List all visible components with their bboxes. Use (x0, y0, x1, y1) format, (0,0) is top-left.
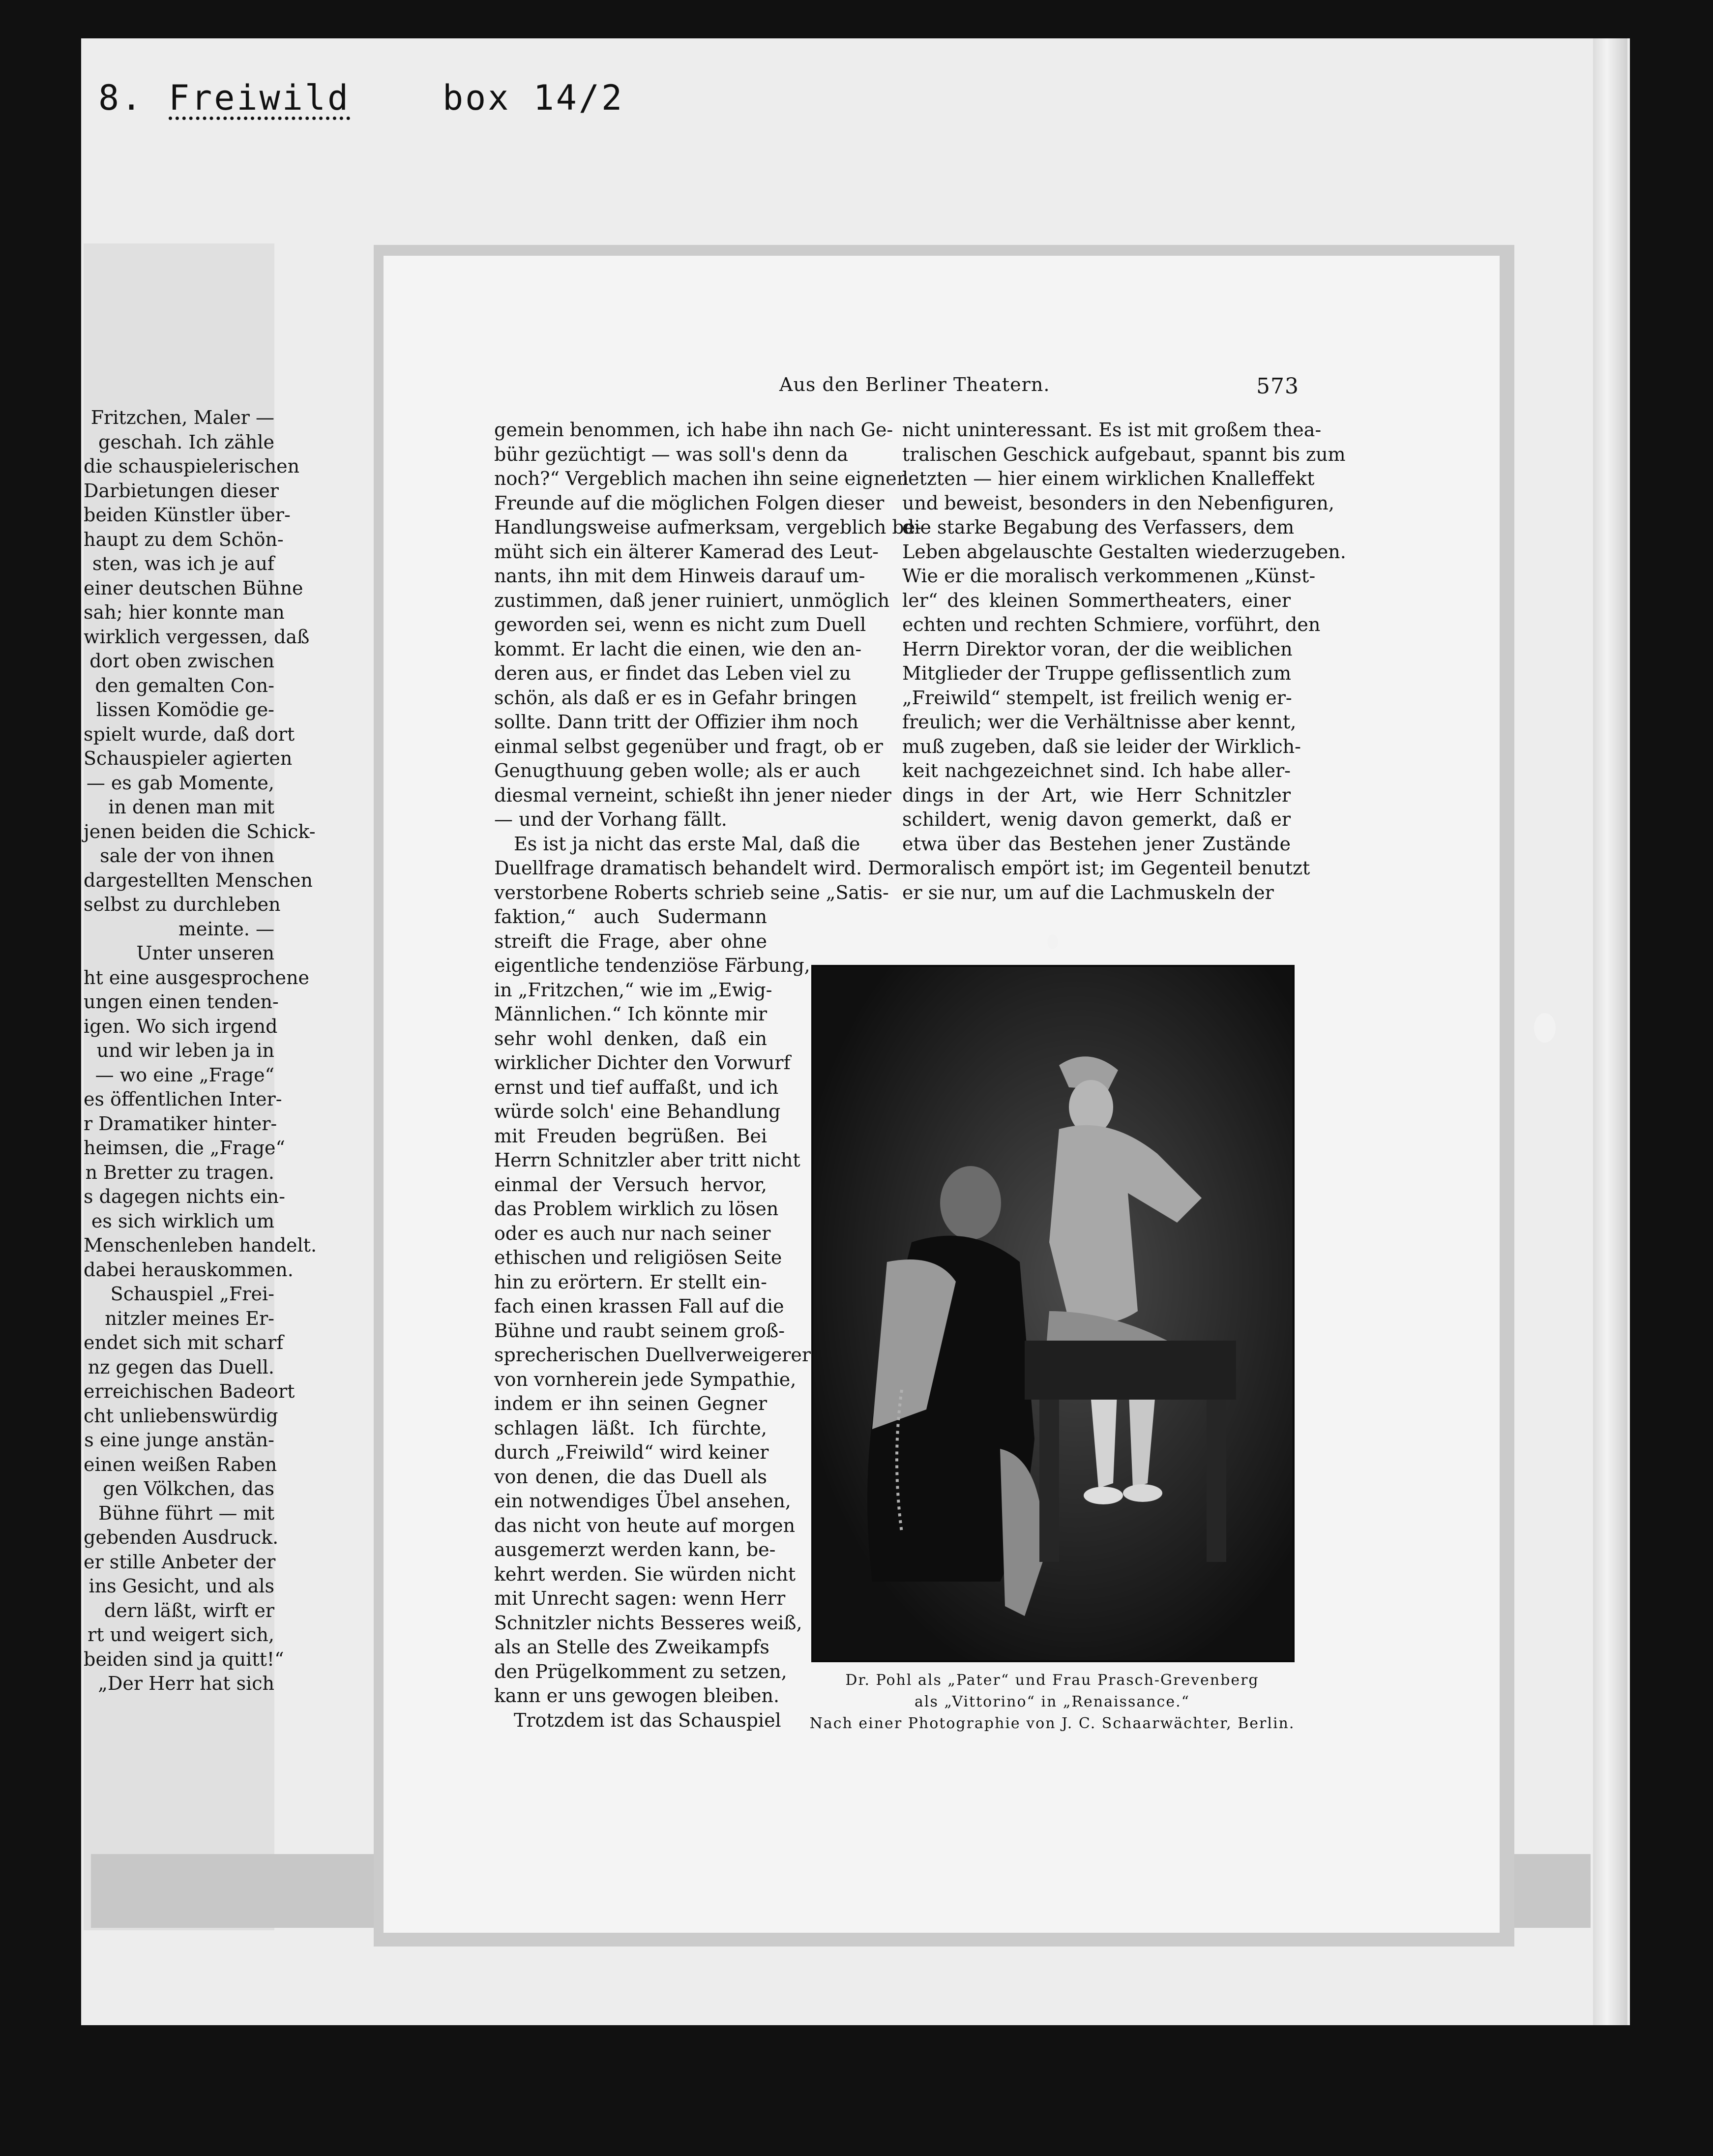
article-line: Trotzdem ist das Schauspiel (514, 1709, 781, 1731)
article-line: das Problem wirklich zu lösen (494, 1198, 779, 1220)
left-clipping-line: rt und weigert sich, (88, 1624, 274, 1646)
article-line: dings in der Art, wie Herr Schnitzler (902, 784, 1291, 806)
left-clipping-line: „Der Herr hat sich (98, 1673, 274, 1694)
article-line: würde solch' eine Behandlung (494, 1101, 781, 1122)
left-clipping-line: es öffentlichen Inter- (84, 1088, 282, 1110)
article-line: in „Fritzchen,“ wie im „Ewig- (494, 979, 772, 1001)
left-clipping-line: ins Gesicht, und als (89, 1575, 274, 1597)
left-clipping-line: und wir leben ja in (96, 1040, 274, 1061)
article-line: sehr wohl denken, daß ein (494, 1027, 767, 1049)
article-line: ernst und tief auffaßt, und ich (494, 1076, 779, 1098)
article-line: den Prügelkomment zu setzen, (494, 1660, 787, 1682)
left-clipping-line: er stille Anbeter der (84, 1551, 276, 1573)
article-line: letzten — hier einem wirklichen Knalleffekt (902, 468, 1315, 489)
article-line: schlagen läßt. Ich fürchte, (494, 1417, 767, 1439)
article-line: Wie er die moralisch verkommenen „Künst- (902, 565, 1316, 587)
article-line: gemein benommen, ich habe ihn nach Ge- (494, 419, 893, 441)
article-line: ein notwendiges Übel ansehen, (494, 1490, 791, 1512)
article-line: und beweist, besonders in den Nebenfiguren, (902, 492, 1334, 514)
article-line: Duellfrage dramatisch behandelt wird. Der (494, 857, 903, 879)
article-line: er sie nur, um auf die Lachmuskeln der (902, 881, 1274, 903)
box-label: box 14/2 (443, 78, 624, 118)
left-clipping-line: meinte. — (178, 918, 274, 940)
left-clipping-line: gebenden Ausdruck. (84, 1527, 279, 1548)
article-line: zustimmen, daß jener ruiniert, unmöglich (494, 589, 890, 611)
left-clipping-line: spielt wurde, daß dort (84, 723, 295, 745)
article-line: eigentliche tendenziöse Färbung, (494, 955, 810, 976)
article-line: von vornherein jede Sympathie, (494, 1368, 797, 1390)
article-line: mit Freuden begrüßen. Bei (494, 1125, 767, 1147)
left-clipping-line: — wo eine „Frage“ (95, 1064, 274, 1086)
left-clipping-line: Unter unseren (136, 942, 274, 964)
article-line: mit Unrecht sagen: wenn Herr (494, 1587, 786, 1609)
article-line: keit nachgezeichnet sind. Ich habe aller- (902, 760, 1291, 781)
left-clipping-line: gen Völkchen, das (103, 1478, 274, 1499)
left-clipping-line: sah; hier konnte man (84, 601, 285, 623)
left-clipping-line: Menschenleben handelt. (84, 1234, 317, 1256)
left-clipping-line: heimsen, die „Frage“ (84, 1137, 285, 1159)
left-clipping-line: dern läßt, wirft er (104, 1599, 274, 1621)
article-line: „Freiwild“ stempelt, ist freilich wenig er- (902, 687, 1292, 709)
article-line: durch „Freiwild“ wird keiner (494, 1441, 769, 1463)
article-line: die starke Begabung des Verfassers, dem (902, 516, 1295, 538)
left-clipping-line: endet sich mit scharf (84, 1332, 284, 1353)
article-line: Freunde auf die möglichen Folgen dieser (494, 492, 885, 514)
left-clipping-line: n Bretter zu tragen. (85, 1161, 274, 1183)
left-clipping-line: dabei herauskommen. (84, 1258, 294, 1281)
article-line: streift die Frage, aber ohne (494, 930, 767, 952)
left-clipping-line: ungen einen tenden- (84, 991, 279, 1013)
article-line: indem er ihn seinen Gegner (494, 1393, 767, 1414)
left-clipping-line: in denen man mit (108, 796, 274, 818)
article-line: einmal selbst gegenüber und fragt, ob er (494, 735, 883, 757)
article-line: geworden sei, wenn es nicht zum Duell (494, 614, 866, 635)
article-line: sollte. Dann tritt der Offizier ihm noch (494, 711, 859, 733)
article-line: freulich; wer die Verhältnisse aber kennt, (902, 711, 1297, 733)
left-clipping-line: beiden sind ja quitt!“ (84, 1648, 284, 1670)
left-clipping-line: ht eine ausgesprochene (84, 966, 310, 988)
article-column-2 (902, 418, 1346, 905)
photo-illustration (813, 967, 1293, 1660)
left-clipping-line: nz gegen das Duell. (88, 1356, 274, 1378)
left-clipping-line: dargestellten Menschen (84, 869, 313, 891)
left-clipping-line: beiden Künstler über- (84, 504, 291, 526)
article-line: kehrt werden. Sie würden nicht (494, 1563, 796, 1585)
folder-edge (1593, 38, 1627, 2025)
article-column-1 (494, 418, 922, 1733)
left-clipping-line: es sich wirklich um (91, 1210, 274, 1232)
article-line: müht sich ein älterer Kamerad des Leut- (494, 540, 879, 563)
left-clipping-line: haupt zu dem Schön- (84, 528, 284, 550)
stage-photograph (811, 965, 1295, 1662)
left-clipping-line: selbst zu durchleben (84, 894, 281, 915)
article-line: Handlungsweise aufmerksam, vergeblich be- (494, 516, 922, 538)
caption-line: als „Vittorino“ in „Renaissance.“ (915, 1693, 1190, 1710)
left-clipping-line: lissen Komödie ge- (96, 699, 274, 720)
article-line: ausgemerzt werden kann, be- (494, 1539, 776, 1560)
article-line: schildert, wenig davon gemerkt, daß er (902, 808, 1291, 830)
dust-speck (1534, 1013, 1556, 1043)
left-clipping-line: igen. Wo sich irgend (84, 1015, 278, 1037)
folder-title: Freiwild (169, 78, 351, 118)
left-clipping (84, 243, 317, 1930)
article-line: faktion,“ auch Sudermann (494, 906, 767, 928)
article-line: Genugthuung geben wolle; als er auch (494, 760, 860, 781)
left-clipping-line: erreichischen Badeort (84, 1380, 295, 1402)
article-line: ethischen und religiösen Seite (494, 1247, 782, 1268)
caption-line: Nach einer Photographie von J. C. Schaarwächter, Berlin. (809, 1715, 1295, 1732)
running-head-title: Aus den Berliner Theatern. (779, 374, 1050, 395)
left-clipping-line: s eine junge anstän- (84, 1429, 274, 1451)
article-line: als an Stelle des Zweikampfs (494, 1636, 769, 1658)
article-line: Schnitzler nichts Besseres weiß, (494, 1612, 802, 1634)
article-line: — und der Vorhang fällt. (494, 808, 727, 830)
article-line: kommt. Er lacht die einen, wie den an- (494, 638, 862, 660)
article-line: echten und rechten Schmiere, vorführt, den (902, 614, 1321, 635)
left-clipping-line: sale der von ihnen (100, 845, 274, 867)
article-line: deren aus, er findet das Leben viel zu (494, 662, 852, 684)
article-line: das nicht von heute auf morgen (494, 1514, 796, 1536)
article-line: nicht uninteressant. Es ist mit großem thea- (902, 419, 1322, 441)
left-clipping-line: nitzler meines Er- (105, 1307, 274, 1329)
left-clipping-line: jenen beiden die Schick- (84, 820, 316, 842)
article-line: sprecherischen Duellverweigerer (494, 1344, 811, 1366)
left-clipping-line: wirklich vergessen, daß (84, 626, 310, 648)
left-clipping-line: den gemalten Con- (95, 674, 274, 696)
article-line: Leben abgelauschte Gestalten wiederzugeben. (902, 540, 1346, 563)
article-line: kann er uns gewogen bleiben. (494, 1685, 780, 1707)
article-line: von denen, die das Duell als (494, 1466, 767, 1488)
article-line: moralisch empört ist; im Gegenteil benutzt (902, 857, 1310, 879)
caption-line: Dr. Pohl als „Pater“ und Frau Prasch-Grevenberg (845, 1672, 1259, 1689)
article-line: nants, ihn mit dem Hinweis darauf um- (494, 565, 865, 587)
left-clipping-line: r Dramatiker hinter- (84, 1112, 277, 1135)
article-line: ler“ des kleinen Sommertheaters, einer (902, 589, 1291, 611)
article-line: tralischen Geschick aufgebaut, spannt bis zum (902, 443, 1346, 465)
left-clipping-line: — es gab Momente, (86, 772, 274, 794)
left-clipping-line: geschah. Ich zähle (98, 431, 274, 453)
page-number: 573 (1256, 374, 1299, 399)
article-line: Mitglieder der Truppe geflissentlich zum (902, 662, 1291, 684)
article-line: noch?“ Vergeblich machen ihn seine eignen (494, 468, 909, 489)
left-clipping-line: die schauspielerischen (84, 455, 300, 477)
article-line: Männlichen.“ Ich könnte mir (494, 1003, 768, 1025)
left-clipping-line: Darbietungen dieser (84, 479, 279, 502)
left-clipping-line: Bühne führt — mit (98, 1502, 274, 1524)
left-clipping-line: cht unliebenswürdig (84, 1405, 278, 1427)
article-line: diesmal verneint, schießt ihn jener nieder (494, 784, 891, 806)
article-line: verstorbene Roberts schrieb seine „Satis- (494, 881, 889, 903)
dust-speck (1047, 934, 1058, 949)
article-line: muß zugeben, daß sie leider der Wirklich- (902, 735, 1301, 757)
article-line: oder es auch nur nach seiner (494, 1222, 771, 1244)
article-line: hin zu erörtern. Er stellt ein- (494, 1271, 767, 1293)
article-line: Es ist ja nicht das erste Mal, daß die (514, 833, 860, 855)
left-clipping-line: Schauspieler agierten (84, 748, 293, 769)
left-clipping-line: dort oben zwischen (89, 650, 274, 672)
article-line: Bühne und raubt seinem groß- (494, 1319, 785, 1342)
article-line: etwa über das Bestehen jener Zustände (902, 833, 1291, 855)
left-clipping-line: einer deutschen Bühne (84, 577, 303, 599)
left-clipping-text (84, 406, 317, 1696)
article-line: wirklicher Dichter den Vorwurf (494, 1052, 791, 1074)
left-clipping-line: Fritzchen, Maler — (90, 407, 274, 428)
article-line: schön, als daß er es in Gefahr bringen (494, 687, 857, 709)
article-line: bühr gezüchtigt — was soll's denn da (494, 443, 849, 465)
article-line: einmal der Versuch hervor, (494, 1173, 767, 1196)
left-clipping-line: einen weißen Raben (84, 1453, 277, 1475)
left-clipping-line: sten, was ich je auf (92, 553, 274, 574)
left-clipping-line: Schauspiel „Frei- (110, 1283, 274, 1305)
article-line: fach einen krassen Fall auf die (494, 1295, 784, 1317)
folder-number: 8. (98, 78, 144, 118)
left-clipping-line: s dagegen nichts ein- (84, 1186, 285, 1207)
article-line: Herrn Direktor voran, der die weiblichen (902, 638, 1293, 660)
article-line: Herrn Schnitzler aber tritt nicht (494, 1149, 800, 1171)
photo-caption (806, 1670, 1298, 1735)
